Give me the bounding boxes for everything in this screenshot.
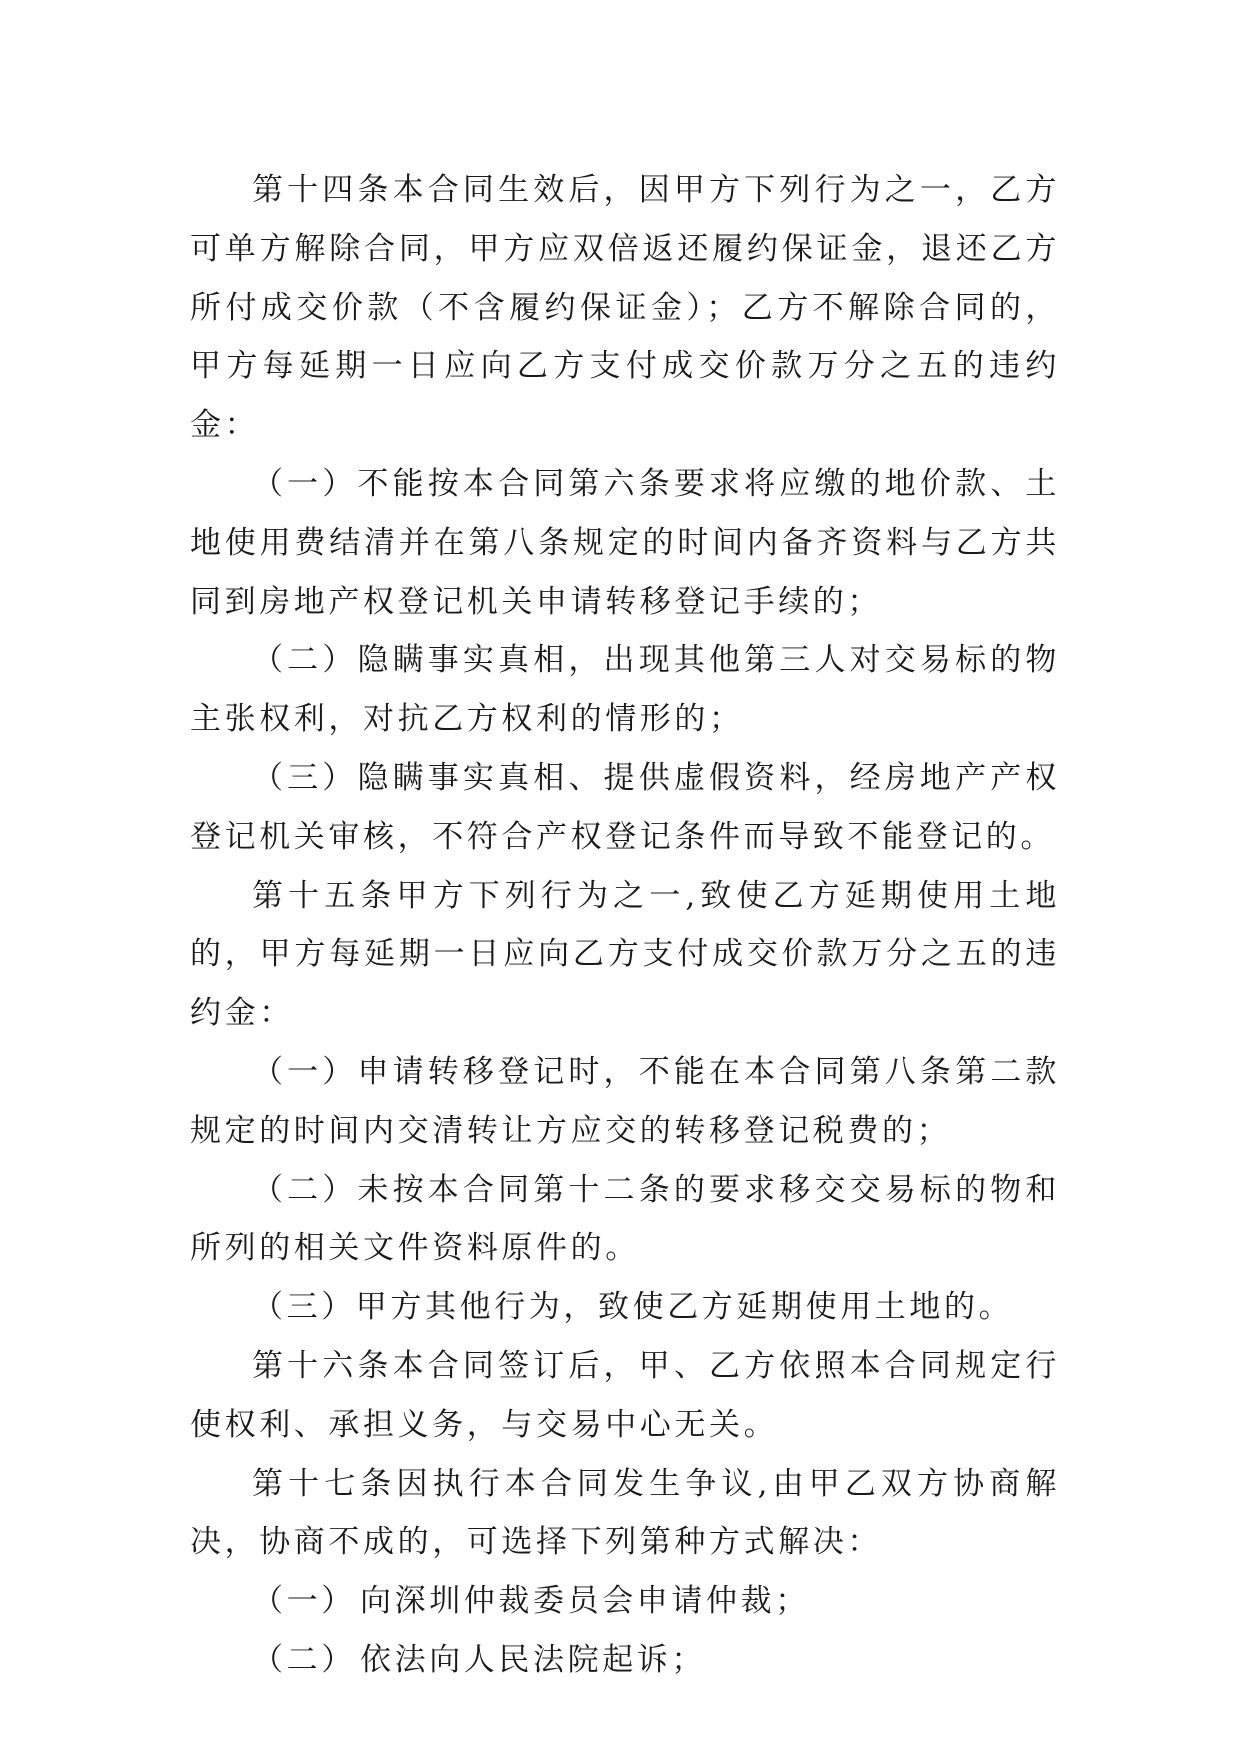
article-14-item-2: （二）隐瞒事实真相，出现其他第三人对交易标的物主张权利，对抗乙方权利的情形的； xyxy=(190,642,1060,738)
article-14-item-3: （三）隐瞒事实真相、提供虚假资料，经房地产产权登记机关审核，不符合产权登记条件而导致不能登记的。 xyxy=(190,759,1060,855)
option-label: （二） xyxy=(252,1641,356,1678)
article-15-item-2: （二）未按本合同第十二条的要求移交交易标的物和所列的相关文件资料原件的。 xyxy=(190,1171,1060,1267)
article-17-option-2 xyxy=(190,1631,1060,1690)
article-14-item-1: （一）不能按本合同第六条要求将应缴的地价款、土地使用费结清并在第八条规定的时间内备齐资料与乙方共同到房地产权登记机关申请转移登记手续的； xyxy=(190,465,1060,620)
option-label: （一） xyxy=(252,1583,356,1620)
article-15-paragraph: 第十五条甲方下列行为之一,致使乙方延期使用土地的，甲方每延期一日应向乙方支付成交价款万分之五的违约金： xyxy=(190,877,1060,1032)
article-15-item-3: （三）甲方其他行为，致使乙方延期使用土地的。 xyxy=(252,1289,1014,1326)
article-17-option-1 xyxy=(190,1572,1060,1631)
document-body xyxy=(190,161,1060,1690)
article-17-paragraph: 第十七条因执行本合同发生争议,由甲乙双方协商解决，协商不成的，可选择下列第种方式解决： xyxy=(190,1465,1060,1561)
article-16-paragraph: 第十六条本合同签订后，甲、乙方依照本合同规定行使权利、承担义务，与交易中心无关。 xyxy=(190,1347,1060,1443)
article-15-item-1: （一）申请转移登记时，不能在本合同第八条第二款规定的时间内交清转让方应交的转移登记税费的； xyxy=(190,1053,1060,1149)
option-text: 向深圳仲裁委员会申请仲裁； xyxy=(360,1583,810,1620)
article-14-paragraph: 第十四条本合同生效后，因甲方下列行为之一，乙方可单方解除合同，甲方应双倍返还履约保证金，退还乙方所付成交价款（不含履约保证金）；乙方不解除合同的，甲方每延期一日应向乙方支付成交价款万分之五的违约金： xyxy=(190,172,1060,444)
option-text: 依法向人民法院起诉； xyxy=(360,1641,706,1678)
